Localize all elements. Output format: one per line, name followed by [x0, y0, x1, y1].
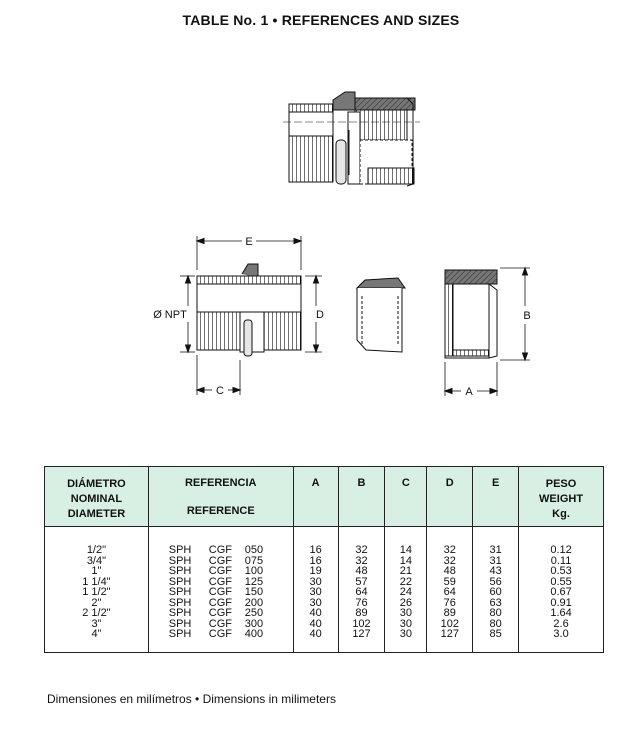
reference-part: CGF — [208, 607, 232, 619]
reference-part: CGF — [208, 544, 232, 556]
cell-e: 80 — [489, 607, 502, 619]
reference-part: 100 — [244, 565, 264, 577]
cell-e: 60 — [489, 586, 502, 598]
cell-e: 80 — [489, 617, 502, 630]
assembly-drawing — [283, 92, 420, 186]
cell-c: 30 — [399, 617, 412, 630]
cell-weight: 0.67 — [550, 586, 572, 598]
dim-label-npt: Ø NPT — [153, 309, 187, 321]
footer-note: Dimensiones en milímetros • Dimensions in milimeters — [47, 692, 336, 706]
reference-part: SPH — [168, 617, 192, 630]
cell-a: 16 — [309, 544, 322, 556]
a-column — [293, 527, 338, 653]
cell-reference — [151, 566, 291, 577]
table-body — [45, 527, 604, 653]
cell-e: 31 — [489, 554, 502, 567]
reference-part: 150 — [244, 586, 264, 598]
dim-label-c: C — [216, 385, 224, 397]
cell-c: 26 — [399, 596, 412, 609]
cell-diameter: 3/4" — [86, 554, 107, 567]
reference-part: SPH — [168, 575, 192, 588]
cell-a: 30 — [309, 586, 322, 598]
reference-part: SPH — [168, 596, 192, 609]
cell-diameter: 2" — [91, 596, 102, 609]
reference-part: SPH — [168, 544, 192, 556]
reference-part: CGF — [208, 565, 232, 577]
cell-weight: 3.0 — [553, 628, 569, 640]
cell-a: 40 — [309, 617, 322, 630]
cell-a: 40 — [309, 607, 322, 619]
cell-e: 43 — [489, 565, 502, 577]
cell-weight: 0.12 — [550, 544, 572, 556]
reference-part: SPH — [168, 586, 192, 598]
reference-part: 250 — [244, 607, 264, 619]
cell-e: 85 — [489, 628, 502, 640]
cell-d: 32 — [443, 554, 456, 567]
cell-e: 56 — [489, 575, 502, 588]
cell-diameter: 1 1/2" — [82, 586, 111, 598]
cell-diameter: 4” — [91, 628, 102, 640]
weight-column — [519, 527, 604, 653]
cell-reference — [151, 545, 291, 556]
cell-diameter: 2 1/2" — [82, 607, 111, 619]
nut-drawing — [445, 268, 530, 396]
reference-part: 050 — [244, 544, 264, 556]
page-title: TABLE No. 1 • REFERENCES AND SIZES — [182, 12, 460, 28]
table-header-row — [45, 467, 604, 527]
cell-weight: 1.64 — [550, 607, 572, 619]
cell-weight: 0.11 — [550, 554, 572, 567]
reference-part: CGF — [208, 596, 232, 609]
cell-a: 40 — [309, 628, 322, 640]
cell-d: 76 — [443, 596, 456, 609]
cell-reference — [151, 608, 291, 619]
c-column — [385, 527, 427, 653]
cell-b: 127 — [352, 628, 371, 640]
cell-d: 59 — [443, 575, 456, 588]
reference-part: CGF — [208, 628, 232, 640]
cell-b: 32 — [355, 544, 368, 556]
header-b: B — [338, 467, 385, 527]
reference-part: SPH — [168, 607, 192, 619]
cell-d: 102 — [440, 617, 459, 630]
cell-c: 24 — [399, 586, 412, 598]
reference-part: 400 — [244, 628, 264, 640]
e-column — [473, 527, 519, 653]
cell-c: 22 — [399, 575, 412, 588]
cell-b: 89 — [355, 607, 368, 619]
dim-label-b: B — [523, 310, 531, 322]
cell-c: 30 — [399, 628, 412, 640]
reference-part: 300 — [244, 617, 264, 630]
dim-label-d: D — [316, 309, 324, 321]
cell-diameter: 3” — [91, 617, 102, 630]
cell-d: 89 — [443, 607, 456, 619]
reference-part: CGF — [208, 575, 232, 588]
cell-diameter: 1 1/4" — [82, 575, 111, 588]
header-diameter: DIÁMETRO NOMINAL DIAMETER — [45, 467, 149, 527]
reference-part: 075 — [244, 554, 264, 567]
cell-reference — [151, 629, 291, 640]
header-a: A — [293, 467, 338, 527]
reference-part: 125 — [244, 575, 264, 588]
cell-weight: 2.6 — [553, 617, 569, 630]
reference-part: SPH — [168, 628, 192, 640]
header-d: D — [427, 467, 473, 527]
cell-b: 32 — [355, 554, 368, 567]
sizes-table — [44, 466, 604, 653]
ferrule-drawing — [357, 278, 405, 352]
cell-weight: 0.91 — [550, 596, 572, 609]
reference-part: CGF — [208, 586, 232, 598]
cell-diameter: 1" — [91, 565, 102, 577]
cell-weight: 0.55 — [550, 575, 572, 588]
reference-part: CGF — [208, 617, 232, 630]
dim-label-a: A — [465, 386, 473, 398]
cell-d: 32 — [443, 544, 456, 556]
dim-label-e: E — [245, 236, 253, 248]
b-column — [338, 527, 385, 653]
cell-c: 14 — [399, 554, 412, 567]
cell-diameter: 1/2" — [86, 544, 107, 556]
cell-e: 31 — [489, 544, 502, 556]
reference-part: SPH — [168, 554, 192, 567]
body-drawing — [180, 236, 322, 395]
header-weight: PESO WEIGHT Kg. — [519, 467, 604, 527]
cell-d: 48 — [443, 565, 456, 577]
d-column — [427, 527, 473, 653]
diameter-column — [45, 527, 149, 653]
reference-part: 200 — [244, 596, 264, 609]
cell-c: 14 — [399, 544, 412, 556]
cell-a: 30 — [309, 575, 322, 588]
cell-b: 57 — [355, 575, 368, 588]
cell-c: 30 — [399, 607, 412, 619]
cell-e: 63 — [489, 596, 502, 609]
cell-c: 21 — [399, 565, 412, 577]
header-c: C — [385, 467, 427, 527]
cell-a: 19 — [309, 565, 322, 577]
cell-b: 102 — [352, 617, 371, 630]
cell-b: 64 — [355, 586, 368, 598]
cell-a: 16 — [309, 554, 322, 567]
header-reference: REFERENCIA REFERENCE — [148, 467, 293, 527]
cell-d: 64 — [443, 586, 456, 598]
reference-column — [148, 527, 293, 653]
reference-part: CGF — [208, 554, 232, 567]
cell-reference — [151, 587, 291, 598]
header-e: E — [473, 467, 519, 527]
cell-b: 76 — [355, 596, 368, 609]
reference-part: SPH — [168, 565, 192, 577]
cell-weight: 0.53 — [550, 565, 572, 577]
cell-a: 30 — [309, 596, 322, 609]
cell-b: 48 — [355, 565, 368, 577]
cell-d: 127 — [440, 628, 459, 640]
